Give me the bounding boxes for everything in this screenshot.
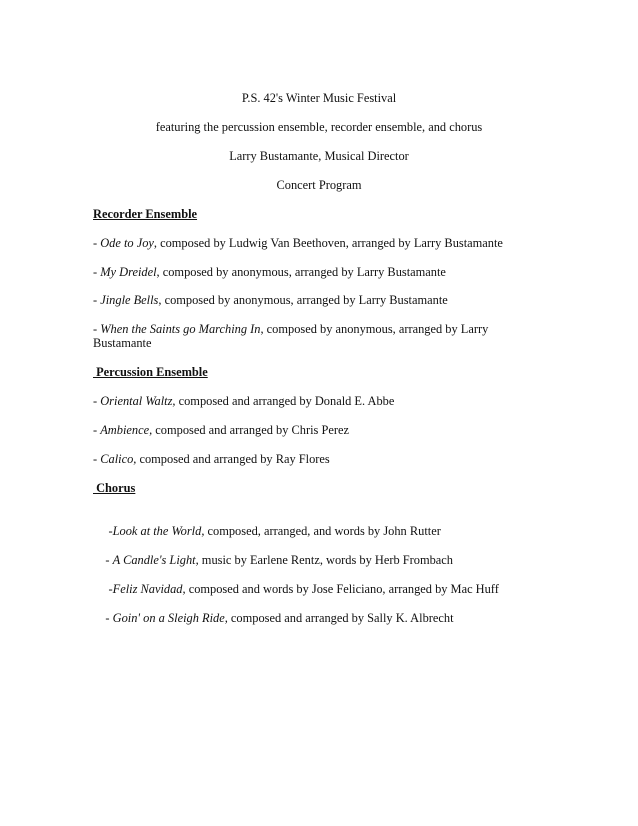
musical-director: Larry Bustamante, Musical Director (229, 149, 409, 163)
piece-title: Look at the World, (112, 524, 205, 538)
item-prefix: - (93, 322, 101, 336)
section-heading-chorus: Chorus (93, 481, 136, 495)
program-item (93, 293, 553, 307)
piece-title: Oriental Waltz, (100, 394, 176, 408)
piece-title: Ambience, (100, 423, 153, 437)
program-item (93, 236, 553, 250)
piece-credits: , composed by anonymous, arranged by Larry Bustamante (93, 322, 489, 350)
item-prefix: - (105, 524, 113, 538)
program-item (93, 322, 523, 350)
festival-title: P.S. 42's Winter Music Festival (241, 91, 397, 105)
piece-credits: composed and arranged by Sally K. Albrecht (227, 611, 454, 625)
program-item (93, 423, 553, 437)
piece-credits: , composed by anonymous, arranged by Larry Bustamante (156, 265, 446, 279)
festival-subtitle: featuring the percussion ensemble, recorder ensemble, and chorus (155, 120, 483, 134)
piece-title: A Candle's Light, (112, 553, 199, 567)
item-prefix: - (93, 236, 101, 250)
piece-credits: composed and arranged by Ray Flores (136, 452, 330, 466)
program-label: Concert Program (276, 178, 362, 192)
program-item (93, 452, 553, 466)
item-prefix: - (93, 394, 101, 408)
piece-credits: , composed by Ludwig Van Beethoven, arranged by Larry Bustamante (153, 236, 503, 250)
piece-credits: composed, arranged, and words by John Rutter (204, 524, 441, 538)
item-prefix: - (105, 582, 113, 596)
item-prefix: - (105, 611, 113, 625)
item-prefix: - (105, 553, 113, 567)
piece-credits: composed and arranged by Donald E. Abbe (175, 394, 395, 408)
piece-title: Jingle Bells (100, 293, 159, 307)
piece-title: When the Saints go Marching In (100, 322, 261, 336)
piece-credits: composed and words by Jose Feliciano, arranged by Mac Huff (185, 582, 499, 596)
piece-title: Goin' on a Sleigh Ride, (112, 611, 228, 625)
program-item (93, 265, 553, 279)
piece-title: Ode to Joy (100, 236, 154, 250)
piece-credits: composed and arranged by Chris Perez (152, 423, 349, 437)
piece-title: Feliz Navidad, (112, 582, 186, 596)
piece-credits: music by Earlene Rentz, words by Herb Frombach (198, 553, 453, 567)
section-heading-recorder: Recorder Ensemble (93, 207, 198, 221)
section-heading-percussion: Percussion Ensemble (93, 365, 208, 379)
program-item (93, 597, 553, 639)
piece-title: My Dreidel (100, 265, 157, 279)
item-prefix: - (93, 452, 101, 466)
program-item (93, 394, 553, 408)
item-prefix: - (93, 423, 101, 437)
item-prefix: - (93, 265, 101, 279)
item-prefix: - (93, 293, 101, 307)
piece-title: Calico, (100, 452, 137, 466)
piece-credits: , composed by anonymous, arranged by Larry Bustamante (158, 293, 448, 307)
